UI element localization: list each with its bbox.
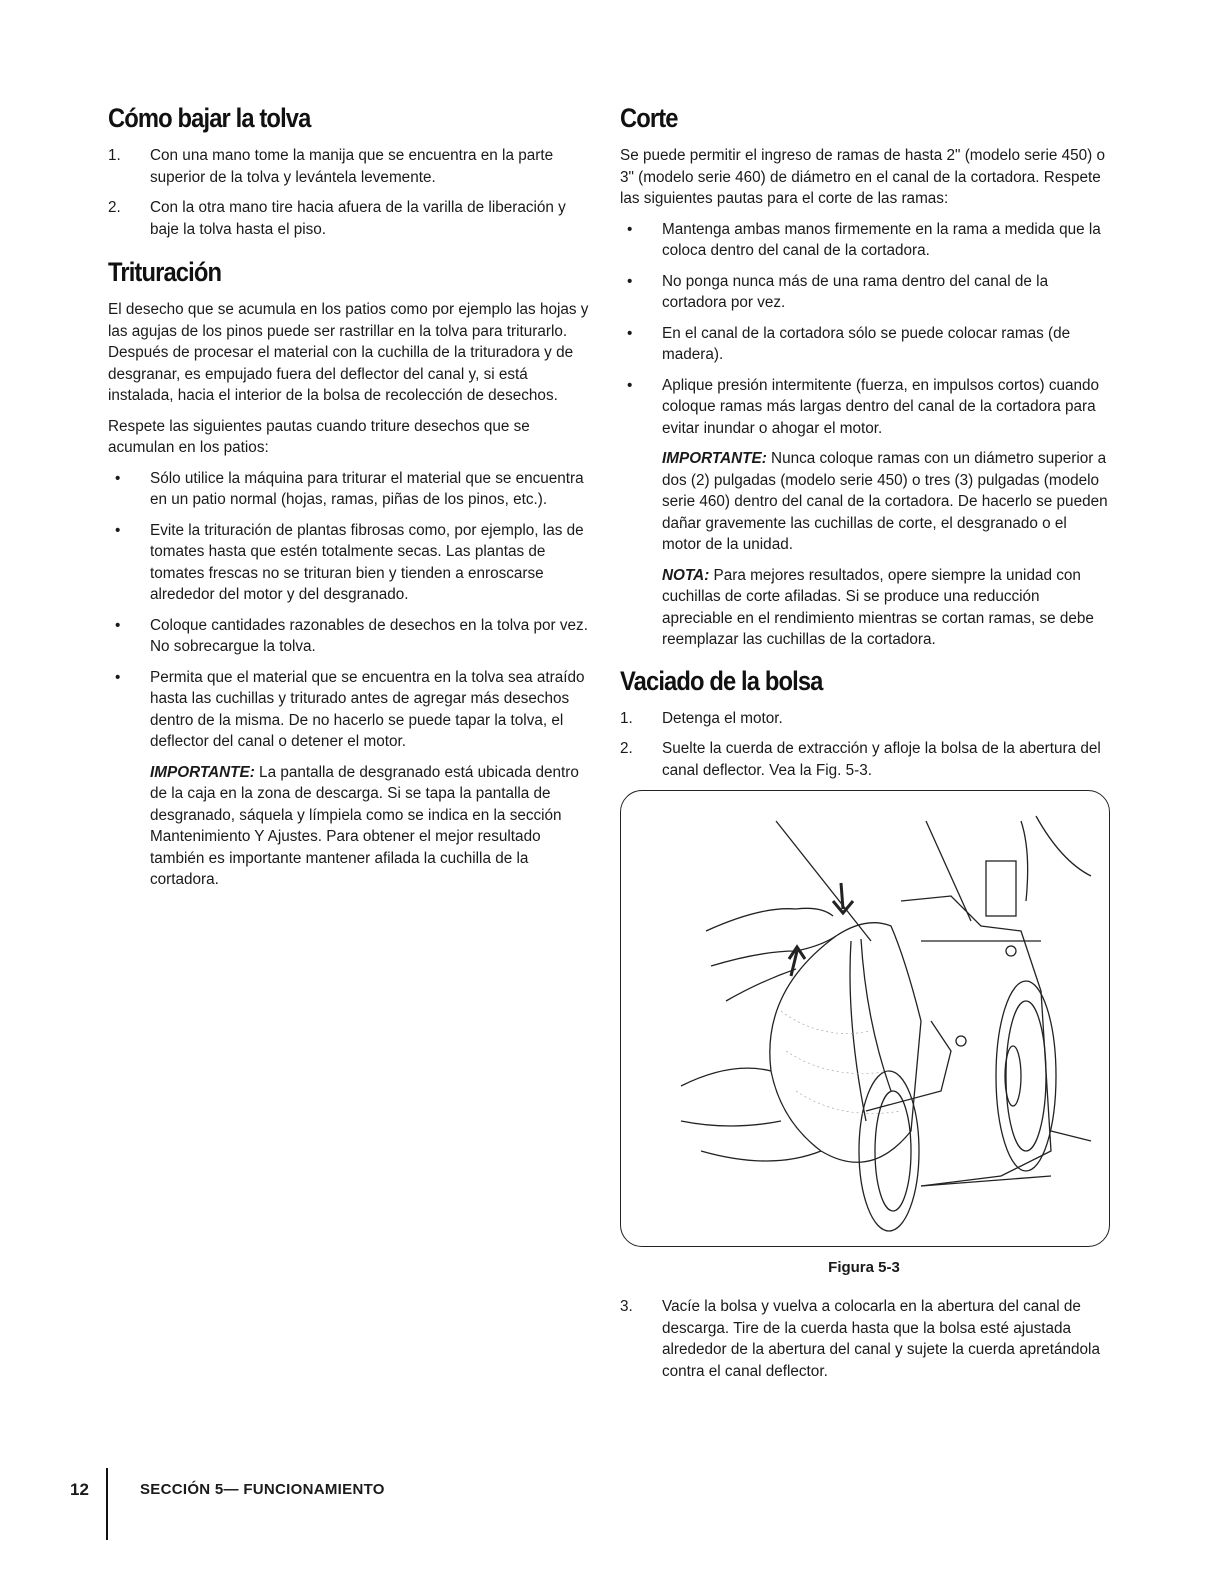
list-item: • Evite la trituración de plantas fibrosas como, por ejemplo, las de tomates hasta que estén totalmente secas. Las plantas de tomates frescas no se trituran bien y tienden a enroscarse alrededor del motor y del desgranado. (115, 521, 584, 603)
list-item: • No ponga nunca más de una rama dentro del canal de la cortadora por vez. (627, 272, 1049, 311)
page-number: 12 (70, 1480, 89, 1499)
bag-emptying-steps-continued (620, 1296, 1108, 1382)
list-item: • Permita que el material que se encuentra en la tolva sea atraído hasta las cuchillas y triturado antes de agregar más desechos dentro de la misma. De no hacerlo se puede tapar la tolva, el deflector del canal o detener el motor. (115, 668, 585, 750)
figure-caption: Figura 5-3 (828, 1259, 900, 1276)
list-item: • Mantenga ambas manos firmemente en la rama a medida que la coloca dentro del canal de la cortadora. (627, 220, 1101, 259)
shredding-guidelines (108, 468, 596, 753)
important-note: IMPORTANTE: La pantalla de desgranado está ubicada dentro de la caja en la zona de descarga. Si se tapa la pantalla de desgranado, sáquela y límpiela como se indica en la sección Mantenimiento Y Ajustes. Para obtener el mejor resultado también es importante mantener afilada la cuchilla de la cortadora. (150, 763, 579, 888)
bag-removal-illustration (621, 791, 1109, 1246)
important-note: IMPORTANTE: Nunca coloque ramas con un diámetro superior a dos (2) pulgadas (modelo serie 450) o tres (3) pulgadas (modelo serie 460) dentro del canal de la cortadora. De hacerlo se pueden dañar gravemente las cuchillas de corte, el desgranado o el motor de la unidad. (662, 450, 1108, 553)
cutting-guidelines (620, 219, 1108, 440)
paragraph: Se puede permitir el ingreso de ramas de hasta 2" (modelo serie 450) o 3" (modelo serie 460) de diámetro en el canal de la cortadora. Respete las siguientes pautas para el corte de las ramas: (620, 147, 1105, 207)
section-title: SECCIÓN 5— FUNCIONAMIENTO (140, 1481, 385, 1498)
figure-5-3 (620, 790, 1110, 1247)
heading-lower-hopper: Cómo bajar la tolva (108, 103, 311, 133)
list-item: • En el canal de la cortadora sólo se puede colocar ramas (de madera). (627, 324, 1071, 363)
nota-note: NOTA: Para mejores resultados, opere siempre la unidad con cuchillas de corte afiladas. Si se produce una reducción apreciable en el rendimiento mientras se cortan ramas, se debe reemplazar las cuchillas de la cortadora. (662, 566, 1094, 648)
heading-cutting: Corte (620, 103, 678, 133)
list-item: 2. Con la otra mano tire hacia afuera de la varilla de liberación y baje la tolva hasta el piso. (108, 199, 566, 238)
lower-hopper-steps (108, 145, 596, 240)
heading-bag-emptying: Vaciado de la bolsa (620, 665, 823, 696)
paragraph: Respete las siguientes pautas cuando triture desechos que se acumulan en los patios: (108, 417, 530, 456)
heading-shredding: Trituración (108, 257, 222, 287)
bag-emptying-steps (620, 708, 1108, 782)
list-item: 1. Con una mano tome la manija que se encuentra en la parte superior de la tolva y levántela levemente. (108, 147, 554, 186)
list-item: 1. Detenga el motor. (620, 709, 783, 727)
list-item: 3. Vacíe la bolsa y vuelva a colocarla en la abertura del canal de descarga. Tire de la cuerda hasta que la bolsa esté ajustada alrededor de la abertura del canal y sujete la cuerda apretándola contra el canal deflector. (620, 1298, 1100, 1380)
footer-divider (106, 1468, 108, 1540)
right-column (620, 100, 1108, 1391)
list-item: • Aplique presión intermitente (fuerza, en impulsos cortos) cuando coloque ramas más largas dentro del canal de la cortadora para evitar inundar o ahogar el motor. (627, 376, 1100, 437)
list-item: 2. Suelte la cuerda de extracción y afloje la bolsa de la abertura del canal deflector. Vea la Fig. 5-3. (620, 740, 1101, 779)
list-item: • Coloque cantidades razonables de desechos en la tolva por vez. No sobrecargue la tolva. (115, 616, 588, 655)
list-item: • Sólo utilice la máquina para triturar el material que se encuentra en un patio normal (hojas, ramas, piñas de los pinos, etc.). (115, 469, 584, 508)
left-column (108, 100, 596, 900)
paragraph: El desecho que se acumula en los patios como por ejemplo las hojas y las agujas de los pinos puede ser rastrillar en la tolva para triturarlo. Después de procesar el material con la cuchilla de la trituradora y de desgranar, es empujado fuera del deflector del canal y, si está instalada, hacia el interior de la bolsa de recolección de desechos. (108, 301, 589, 404)
